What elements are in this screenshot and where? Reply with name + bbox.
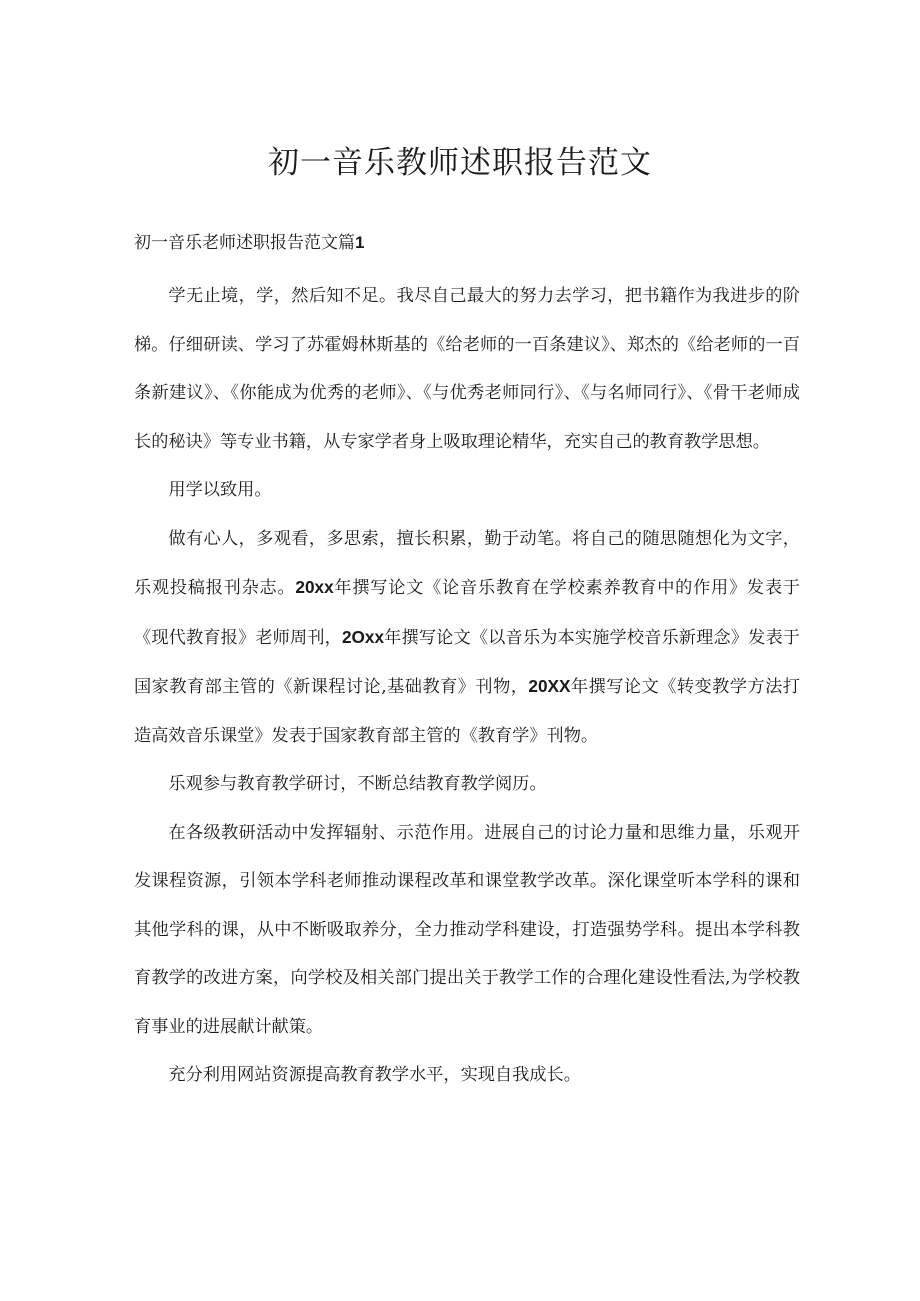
- paragraph-6: [134, 1051, 800, 1100]
- paragraph-text: 乐观参与教育教学研讨，不断总结教育教学阅历。: [168, 774, 547, 794]
- year-text: 2Oxx: [341, 626, 385, 647]
- paragraph-text: 年撰写论文《论音乐教育在学校素养教育中的作用》发表于《现代教育报》老师周刊，: [134, 578, 800, 648]
- paragraph-text: 年撰写论文《以音乐为本实施学校音乐新理念》发表于国家教育部主管的《新课程讨论,基础教育》刊物，: [134, 627, 800, 697]
- paragraph-text: 学无止境，学，然后知不足。我尽自己最大的努力去学习，把书籍作为我进步的阶梯。仔细研读、学习了苏霍姆林斯基的《给老师的一百条建议》、郑杰的《给老师的一百条新建议》、《你能成为优秀的老师》、《与优秀老师同行》、《与名师同行》、《骨干老师成长的秘诀》等专业书籍，从专家学者身上吸取理论精华，充实自己的教育教学思想。: [134, 286, 800, 452]
- section-heading-number: 1: [355, 233, 365, 252]
- paragraph-text: 在各级教研活动中发挥辐射、示范作用。进展自己的讨论力量和思维力量，乐观开发课程资源，引领本学科老师推动课程改革和课堂教学改革。深化课堂听本学科的课和其他学科的课，从中不断吸取养分，全力推动学科建设，打造强势学科。提出本学科教育教学的改进方案，向学校及相关部门提出关于教学工作的合理化建设性看法,为学校教育事业的进展献计献策。: [134, 822, 800, 1037]
- paragraph-5: [134, 809, 800, 1052]
- paragraph-2: [134, 466, 800, 515]
- paragraph-text: 充分利用网站资源提高教育教学水平，实现自我成长。: [168, 1065, 581, 1085]
- document-title: 初一音乐教师述职报告范文: [268, 145, 652, 181]
- paragraph-text: 年撰写论文《转变教学方法打造高效音乐课堂》发表于国家教育部主管的《教育学》刊物。: [134, 677, 800, 746]
- section-heading-text: 初一音乐老师述职报告范文篇: [134, 233, 355, 253]
- document-body: [134, 272, 800, 1100]
- year-text: 20XX: [528, 676, 571, 696]
- year-text: 20xx: [295, 577, 334, 597]
- paragraph-1: [134, 272, 800, 466]
- paragraph-4: [134, 760, 800, 809]
- paragraph-text: 用学以致用。: [168, 480, 272, 500]
- section-heading: [134, 228, 364, 258]
- paragraph-text: 做有心人，多观看，多思索，擅长积累，勤于动笔。将自己的随思随想化为文字，乐观投稿报刊杂志。: [134, 528, 800, 598]
- paragraph-3: [134, 515, 800, 761]
